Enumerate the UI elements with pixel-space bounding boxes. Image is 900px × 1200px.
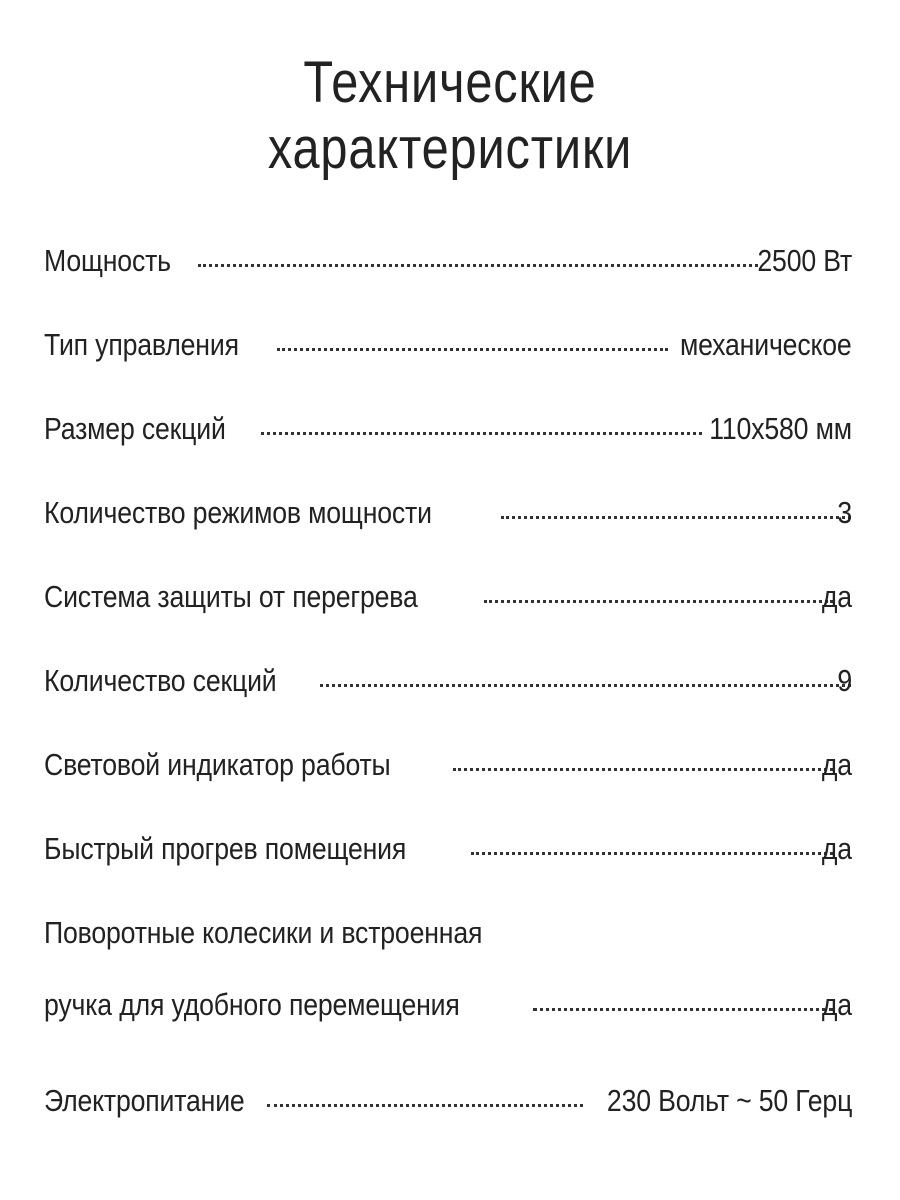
title-line-1: Технические (303, 50, 597, 115)
dot-leader (320, 684, 851, 687)
specs-list (44, 236, 852, 1160)
spec-label: Система защиты от перегрева (44, 579, 418, 614)
dot-leader (198, 264, 758, 267)
dot-leader (261, 432, 702, 435)
spec-value: 9 (837, 663, 852, 698)
dot-leader (533, 1008, 833, 1011)
spec-row-section-size (44, 404, 852, 488)
spec-value: 2500 Вт (757, 243, 852, 278)
spec-label: Поворотные колесики и встроенная (44, 915, 483, 950)
spec-value: да (821, 987, 852, 1022)
dot-leader (277, 348, 669, 351)
spec-row-power-supply (44, 1076, 852, 1160)
spec-row-power (44, 236, 852, 320)
spec-value: 110x580 мм (709, 411, 852, 446)
spec-value: да (821, 831, 852, 866)
spec-row-indicator (44, 740, 852, 824)
spec-label: Тип управления (44, 327, 239, 362)
spec-row-wheels-line1 (44, 908, 852, 980)
title-line-2: характеристики (267, 116, 633, 181)
spec-row-section-count (44, 656, 852, 740)
spec-label: Быстрый прогрев помещения (44, 831, 407, 866)
spec-label: Количество режимов мощности (44, 495, 432, 530)
page-title (72, 50, 828, 182)
spec-row-control-type (44, 320, 852, 404)
spec-value: да (821, 747, 852, 782)
spec-label: Мощность (44, 243, 171, 278)
spec-value: 3 (837, 495, 852, 530)
dot-leader (484, 600, 833, 603)
spec-label: Электропитание (44, 1083, 245, 1118)
spec-row-fast-heating (44, 824, 852, 908)
spec-value: механическое (680, 327, 852, 362)
spec-value: 230 Вольт ~ 50 Герц (606, 1083, 852, 1118)
spec-label: Количество секций (44, 663, 277, 698)
spec-row-overheat-protection (44, 572, 852, 656)
dot-leader (453, 768, 833, 771)
spec-label: ручка для удобного перемещения (44, 987, 460, 1022)
spec-label: Размер секций (44, 411, 226, 446)
dot-leader (501, 516, 851, 519)
spec-row-power-modes (44, 488, 852, 572)
dot-leader (471, 852, 833, 855)
dot-leader (267, 1104, 583, 1107)
spec-row-wheels-line2 (44, 980, 852, 1076)
spec-label: Световой индикатор работы (44, 747, 391, 782)
spec-value: да (821, 579, 852, 614)
